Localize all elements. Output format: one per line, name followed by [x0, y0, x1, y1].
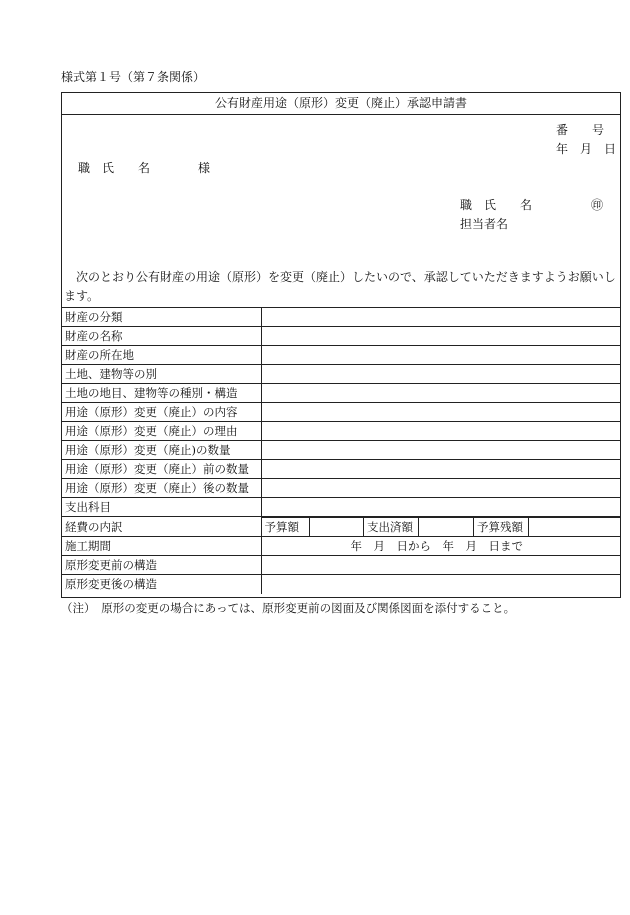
table-row	[62, 556, 620, 575]
form-caption: 様式第１号（第７条関係）	[61, 70, 206, 84]
construction-period-field[interactable]: 年 月 日から 年 月 日まで	[261, 537, 620, 556]
change-reason-field[interactable]	[261, 422, 620, 441]
contact-person-label: 担当者名	[460, 217, 509, 231]
row-label: 原形変更前の構造	[62, 556, 261, 575]
quantity-after-field[interactable]	[261, 479, 620, 498]
land-category-structure-field[interactable]	[261, 384, 620, 403]
row-label: 用途（原形）変更（廃止）後の数量	[62, 479, 261, 498]
remaining-field[interactable]	[529, 518, 621, 537]
table-row	[62, 346, 620, 365]
row-label: 用途（原形）変更（廃止）前の数量	[62, 460, 261, 479]
row-label: 経費の内訳	[62, 517, 261, 537]
row-label: 財産の名称	[62, 327, 261, 346]
structure-before-field[interactable]	[261, 556, 620, 575]
table-row	[62, 498, 620, 517]
table-row	[62, 384, 620, 403]
property-table	[62, 307, 620, 594]
seal-mark: ㊞	[591, 198, 604, 212]
budget-field[interactable]	[310, 518, 364, 537]
request-text-line2: ます。	[64, 289, 100, 303]
row-label: 用途（原形）変更（廃止)の数量	[62, 441, 261, 460]
row-label: 用途（原形）変更（廃止）の理由	[62, 422, 261, 441]
table-row	[62, 575, 620, 594]
property-category-field[interactable]	[261, 308, 620, 327]
application-form	[61, 92, 621, 598]
spent-label: 支出済額	[364, 518, 419, 537]
row-label: 土地の地目、建物等の種別・構造	[62, 384, 261, 403]
applicant-name-label: 職 氏 名	[460, 198, 533, 212]
expenditure-item-field[interactable]	[261, 498, 620, 517]
expense-breakdown-cell	[261, 517, 620, 537]
table-row	[62, 537, 620, 556]
spent-field[interactable]	[419, 518, 474, 537]
form-title: 公有財産用途（原形）変更（廃止）承認申請書	[62, 93, 620, 115]
table-row	[62, 365, 620, 384]
table-row	[62, 403, 620, 422]
request-text-line1: 次のとおり公有財産の用途（原形）を変更（廃止）したいので、承認していただきますようお願いし	[64, 270, 616, 284]
change-content-field[interactable]	[261, 403, 620, 422]
property-location-field[interactable]	[261, 346, 620, 365]
table-row	[62, 327, 620, 346]
addressee-label: 職 氏 名 様	[78, 161, 211, 175]
table-row	[62, 441, 620, 460]
property-name-field[interactable]	[261, 327, 620, 346]
date-label: 年 月 日	[556, 142, 617, 156]
table-row	[62, 308, 620, 327]
quantity-before-field[interactable]	[261, 460, 620, 479]
row-label: 財産の所在地	[62, 346, 261, 365]
land-building-type-field[interactable]	[261, 365, 620, 384]
change-quantity-field[interactable]	[261, 441, 620, 460]
table-row	[62, 479, 620, 498]
remaining-label: 予算残額	[474, 518, 529, 537]
number-label: 番 号	[556, 123, 605, 137]
row-label: 原形変更後の構造	[62, 575, 261, 594]
row-label: 施工期間	[62, 537, 261, 556]
row-label: 財産の分類	[62, 308, 261, 327]
structure-after-field[interactable]	[261, 575, 620, 594]
budget-label: 予算額	[262, 518, 310, 537]
expense-breakdown	[262, 517, 621, 536]
table-row	[62, 517, 620, 537]
row-label: 用途（原形）変更（廃止）の内容	[62, 403, 261, 422]
row-label: 土地、建物等の別	[62, 365, 261, 384]
row-label: 支出科目	[62, 498, 261, 517]
table-row	[62, 460, 620, 479]
footnote: （注） 原形の変更の場合にあっては、原形変更前の図面及び関係図面を添付すること。	[61, 601, 516, 615]
table-row	[62, 422, 620, 441]
